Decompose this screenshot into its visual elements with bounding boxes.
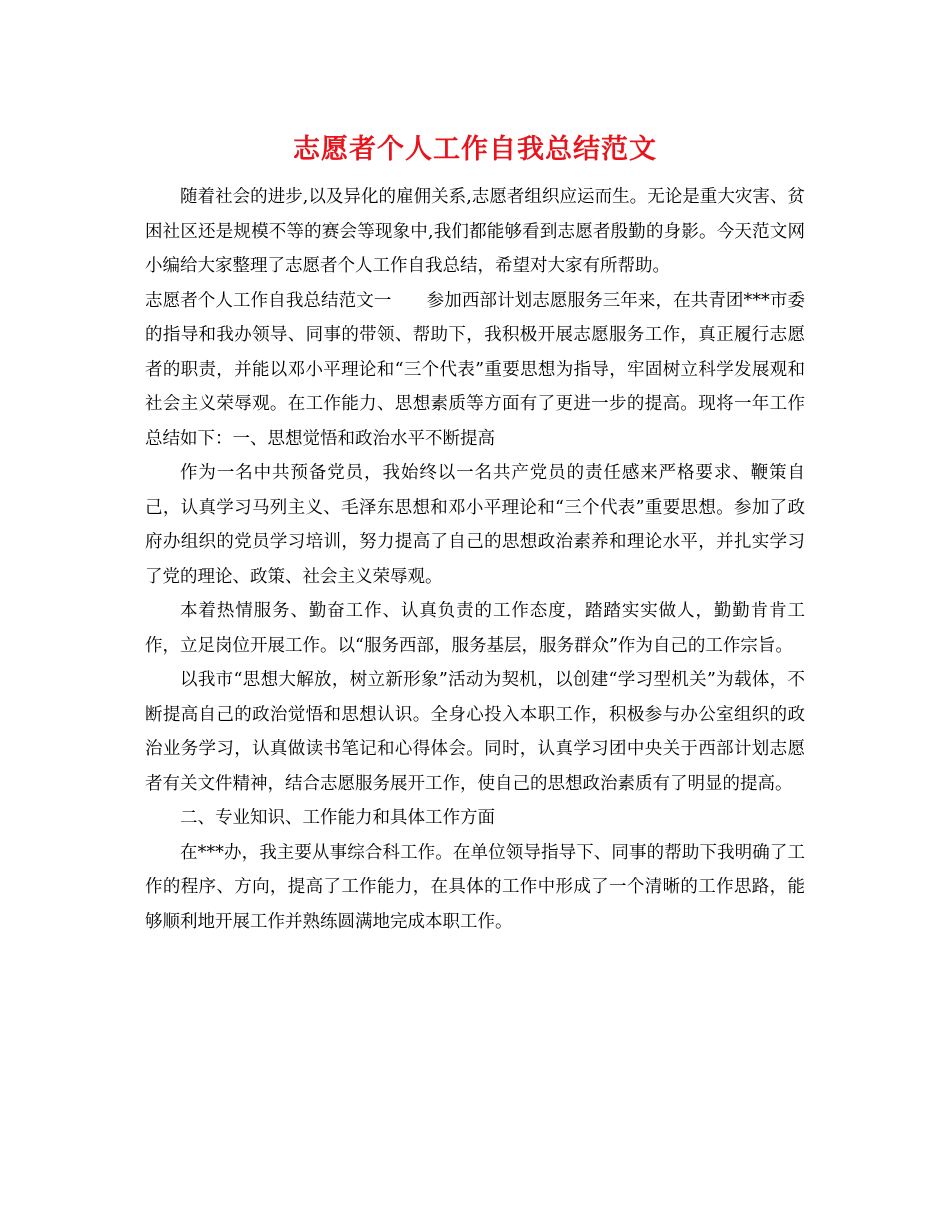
paragraph-intro: 随着社会的进步,以及异化的雇佣关系,志愿者组织应运而生。无论是重大灾害、贫困社区还是规模不等的赛会等现象中,我们都能够看到志愿者殷勤的身影。今天范文网小编给大家整理了志愿者个人工作自我总结，希望对大家有所帮助。 — [145, 187, 805, 276]
paragraph-party-member: 作为一名中共预备党员，我始终以一名共产党员的责任感来严格要求、鞭策自己，认真学习马列主义、毛泽东思想和邓小平理论和“三个代表”重要思想。参加了政府办组织的党员学习培训，努力提高了自己的思想政治素养和理论水平，并扎实学习了党的理论、政策、社会主义荣辱观。 — [145, 463, 805, 587]
paragraph-learning: 以我市“思想大解放，树立新形象”活动为契机，以创建“学习型机关”为载体，不断提高自己的政治觉悟和思想认识。全身心投入本职工作，积极参与办公室组织的政治业务学习，认真做读书笔记和心得体会。同时，认真学习团中央关于西部计划志愿者有关文件精神，结合志愿服务展开工作，使自己的思想政治素质有了明显的提高。 — [145, 670, 805, 794]
paragraph-work-attitude: 本着热情服务、勤奋工作、认真负责的工作态度，踏踏实实做人，勤勤肯肯工作，立足岗位开展工作。以“服务西部，服务基层，服务群众”作为自己的工作宗旨。 — [145, 601, 805, 656]
paragraph-summary-one: 志愿者个人工作自我总结范文一 参加西部计划志愿服务三年来，在共青团***市委的指导和我办领导、同事的带领、帮助下，我积极开展志愿服务工作，真正履行志愿者的职责，并能以邓小平理论和“三个代表”重要思想为指导，牢固树立科学发展观和社会主义荣辱观。在工作能力、思想素质等方面有了更进一步的提高。现将一年工作总结如下：一、思想觉悟和政治水平不断提高 — [145, 290, 805, 449]
section-heading-two: 二、专业知识、工作能力和具体工作方面 — [180, 808, 495, 828]
document-title: 志愿者个人工作自我总结范文 — [293, 134, 657, 165]
paragraph-office-work: 在***办，我主要从事综合科工作。在单位领导指导下、同事的帮助下我明确了工作的程序、方向，提高了工作能力，在具体的工作中形成了一个清晰的工作思路，能够顺利地开展工作并熟练圆满地完成本职工作。 — [145, 842, 805, 932]
document-body — [145, 180, 805, 939]
